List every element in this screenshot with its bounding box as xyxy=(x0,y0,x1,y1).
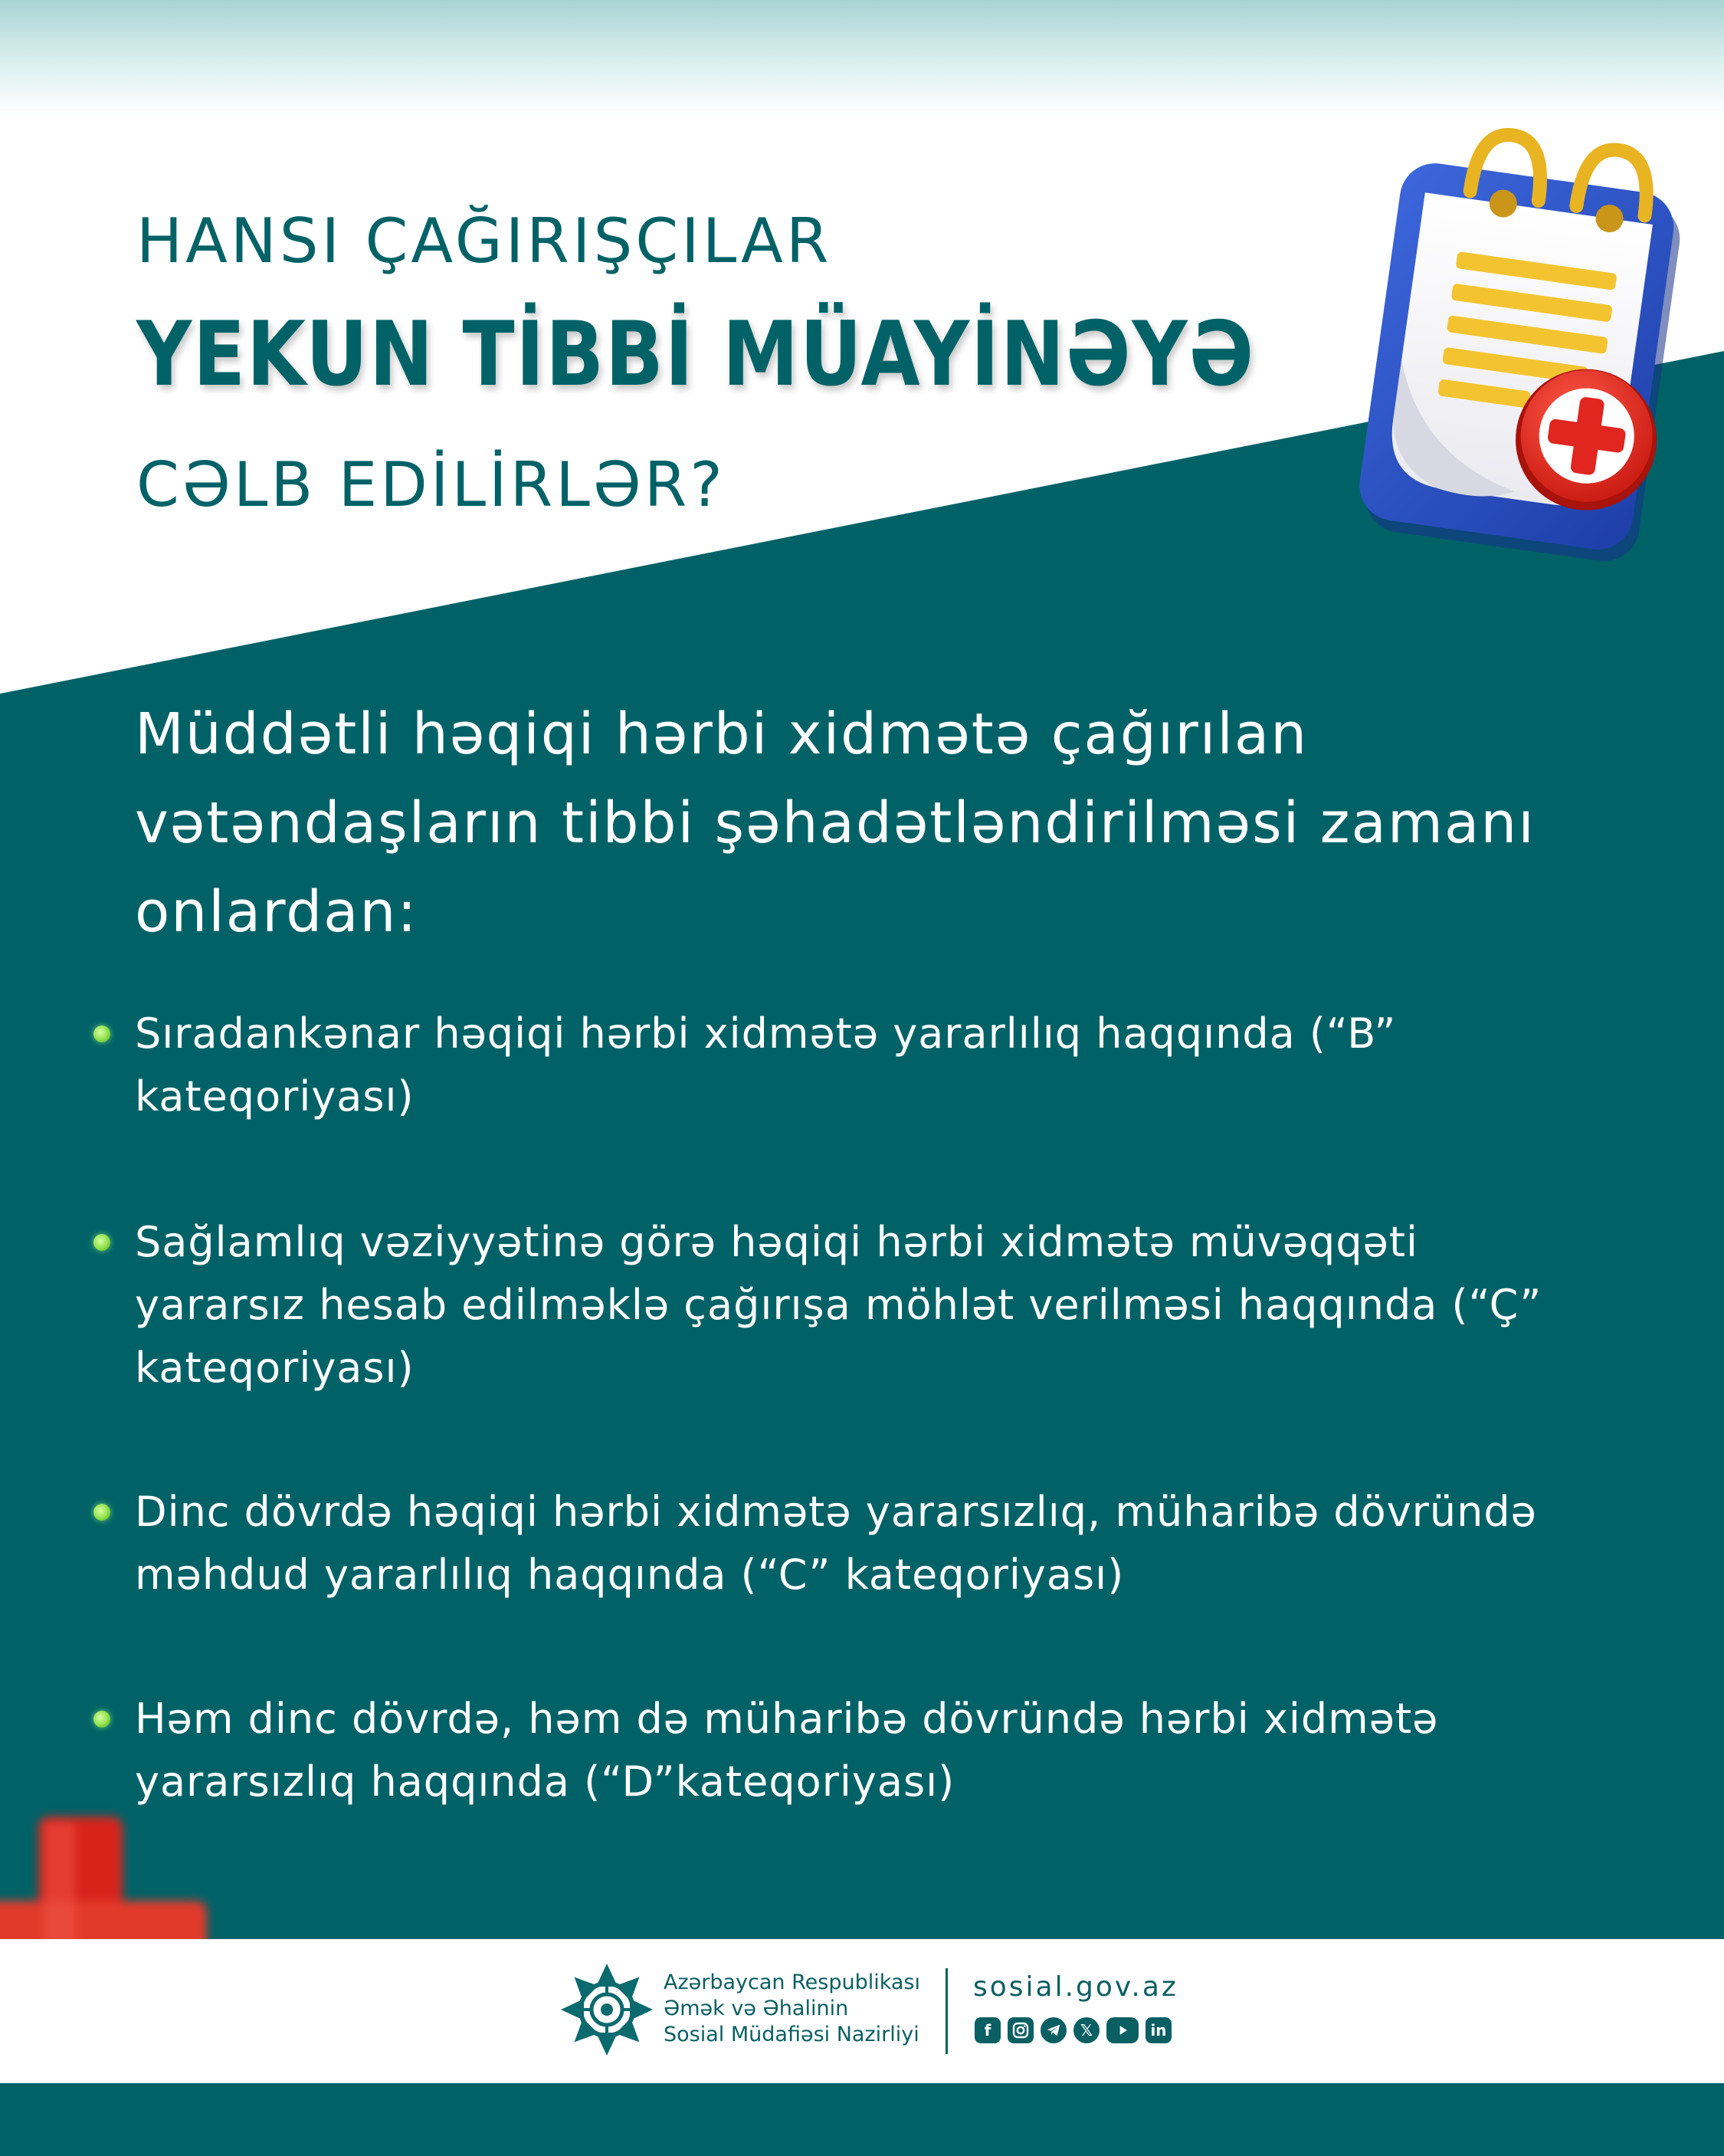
intro-text: Müddətli həqiqi hərbi xidmətə çağırılan vətəndaşların tibbi şəhadətləndirilməsi zamanı onlardan: xyxy=(135,701,1536,945)
list-item xyxy=(92,1211,1571,1400)
ministry-name xyxy=(664,1970,920,2048)
ministry-name-line: Azərbaycan Respublikası xyxy=(664,1971,920,1994)
bullet-text: Sağlamlıq vəziyyətinə görə həqiqi hərbi xidmətə müvəqqəti yararsız hesab edilməklə çağırışa möhlət verilməsi haqqında (“Ç” kateqoriyası) xyxy=(135,1218,1542,1392)
ministry-name-line: Sosial Müdafiəsi Nazirliyi xyxy=(664,2023,919,2046)
bullet-text: Sıradankənar həqiqi hərbi xidmətə yararlılıq haqqında (“B” kateqoriyası) xyxy=(135,1009,1397,1121)
title-line-3: CƏLB EDİLİRLƏR? xyxy=(136,449,726,520)
bullet-dot-icon xyxy=(93,1234,110,1251)
bullet-dot-icon xyxy=(93,1504,110,1521)
bullet-dot-icon xyxy=(93,1025,110,1042)
youtube-icon[interactable] xyxy=(1106,2017,1139,2043)
x-icon[interactable]: 𝕏 xyxy=(1073,2017,1100,2043)
bullet-text: Dinc dövrdə həqiqi hərbi xidmətə yararsızlıq, müharibə dövründə məhdud yararlılıq haqqında (“C” kateqoriyası) xyxy=(135,1488,1537,1599)
title-line-1: HANSI ÇAĞIRIŞÇILAR xyxy=(136,205,832,277)
footer-divider xyxy=(946,1968,948,2054)
bullet-list xyxy=(92,1003,1571,1813)
bullet-text: Həm dinc dövrdə, həm də müharibə dövründə hərbi xidmətə yararsızlıq haqqında (“D”kateqoriyası) xyxy=(135,1695,1439,1806)
list-item xyxy=(92,1688,1571,1813)
bullet-dot-icon xyxy=(93,1711,110,1728)
website-link[interactable]: sosial.gov.az xyxy=(973,1971,1178,2003)
linkedin-icon[interactable]: in xyxy=(1146,2017,1172,2043)
instagram-icon[interactable] xyxy=(1008,2017,1034,2043)
title-line-2: YEKUN TİBBİ MÜAYİNƏYƏ xyxy=(136,303,1255,406)
facebook-icon[interactable]: f xyxy=(975,2017,1001,2043)
telegram-icon[interactable] xyxy=(1041,2017,1067,2043)
ministry-logo-icon xyxy=(558,1961,656,2059)
medical-clipboard-icon xyxy=(1333,123,1701,582)
footer-bottom-bar xyxy=(0,2083,1724,2156)
list-item xyxy=(92,1481,1571,1606)
social-icons xyxy=(975,2017,1172,2043)
ministry-name-line: Əmək və Əhalinin xyxy=(664,1997,849,2020)
list-item xyxy=(92,1003,1571,1128)
